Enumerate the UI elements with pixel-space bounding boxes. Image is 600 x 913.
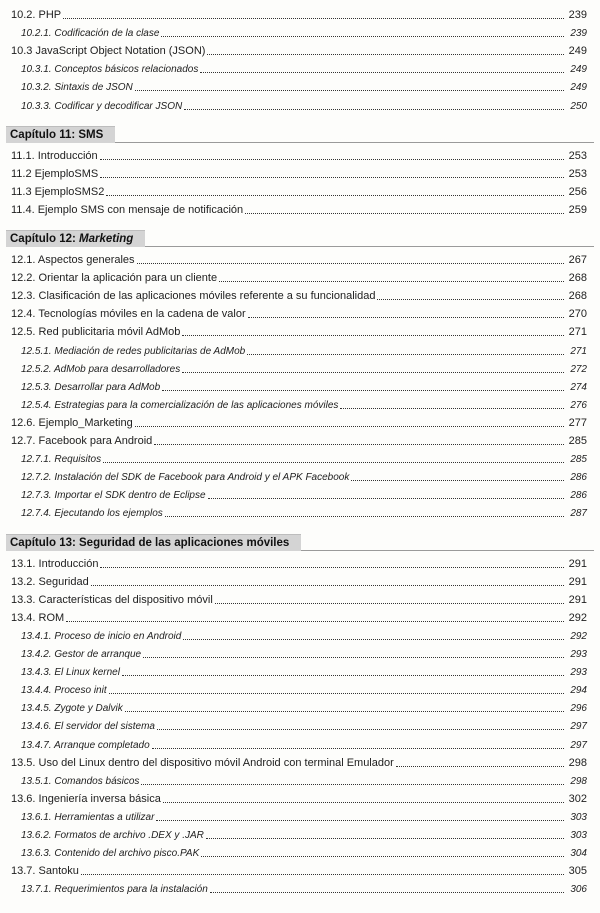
entry-number: 12.4.: [11, 308, 36, 321]
entry-text: [21, 703, 124, 715]
dot-leader: [182, 372, 564, 373]
entry-text: [21, 685, 108, 697]
toc-entry: [11, 571, 587, 589]
entry-page: 297: [570, 739, 587, 751]
entry-page: 285: [568, 435, 587, 447]
entry-number: 13.5.1.: [21, 775, 52, 787]
entry-title: Facebook para Android: [38, 435, 153, 447]
entry-text: [21, 667, 121, 679]
toc-entry: [21, 679, 587, 697]
toc-entry: [21, 58, 587, 76]
dot-leader: [125, 711, 564, 712]
entry-title: Santoku: [38, 865, 79, 878]
dot-leader: [215, 603, 564, 604]
entry-number: 13.4.6.: [21, 721, 52, 733]
entry-number: 12.7.1.: [21, 454, 52, 466]
entry-number: 13.4.2.: [21, 649, 52, 660]
toc-entry: [21, 22, 587, 40]
entry-page: 271: [570, 345, 587, 357]
entry-title: Proceso init: [54, 685, 107, 697]
entry-text: [11, 793, 162, 806]
toc-entry: [11, 303, 587, 321]
dot-leader: [182, 335, 564, 336]
entry-text: [11, 326, 181, 339]
dot-leader: [340, 408, 564, 409]
entry-number: 10.2.: [11, 9, 36, 21]
toc-entry: [21, 358, 587, 376]
entry-number: 11.1.: [11, 149, 35, 162]
toc-entry: [11, 321, 587, 339]
dot-leader: [208, 498, 564, 499]
dot-leader: [200, 72, 564, 73]
entry-text: [21, 400, 339, 412]
entry-page: 286: [570, 490, 587, 502]
entry-page: 249: [568, 45, 587, 58]
entry-page: 294: [570, 685, 587, 697]
entry-title: Codificación de la clase: [54, 28, 160, 40]
chapter-title: Marketing: [79, 233, 134, 245]
entry-number: 10.3.3.: [21, 100, 52, 112]
chapter-title: SMS: [78, 128, 104, 141]
dot-leader: [66, 621, 564, 622]
entry-number: 12.7.2.: [21, 472, 52, 484]
toc-entry: [21, 842, 587, 860]
entry-number: 11.2: [11, 167, 32, 180]
entry-title: Introducción: [37, 149, 98, 162]
dot-leader: [207, 54, 564, 55]
dot-leader: [165, 516, 564, 517]
entry-text: [11, 186, 105, 199]
entry-page: 249: [570, 64, 587, 76]
entry-page: 253: [568, 149, 587, 162]
entry-number: 13.6.1.: [21, 811, 52, 823]
toc-entry: [11, 163, 587, 181]
entry-title: Ejecutando los ejemplos: [54, 508, 163, 520]
entry-number: 10.3.1.: [21, 64, 52, 76]
entry-title: Introducción: [38, 557, 99, 570]
entry-number: 12.5.4.: [21, 399, 52, 411]
entry-title: Desarrollar para AdMob: [54, 381, 161, 393]
entry-title: Ingeniería inversa básica: [38, 792, 161, 805]
entry-page: 305: [568, 865, 587, 878]
entry-text: [11, 168, 99, 181]
dot-leader: [100, 159, 564, 160]
entry-page: 287: [570, 508, 587, 520]
entry-number: 13.3.: [11, 593, 36, 606]
entry-page: 239: [570, 28, 587, 40]
dot-leader: [156, 820, 564, 821]
entry-number: 12.7.: [11, 435, 36, 447]
entry-page: 298: [570, 775, 587, 787]
entry-text: [11, 272, 218, 285]
entry-title: Formatos de archivo .DEX y .JAR: [54, 830, 204, 841]
entry-text: [21, 82, 134, 94]
entry-text: [11, 435, 153, 448]
toc-entry: [21, 770, 587, 788]
toc-entry: [11, 607, 587, 625]
dot-leader: [219, 281, 564, 282]
entry-title: Comandos básicos: [54, 775, 140, 787]
entry-page: 296: [570, 703, 587, 715]
entry-title: Seguridad: [38, 575, 89, 588]
entry-page: 276: [570, 399, 587, 411]
entry-number: 12.7.4.: [21, 508, 52, 520]
entry-page: 302: [568, 792, 587, 805]
toc-entry: [11, 40, 587, 58]
entry-text: [21, 631, 182, 643]
chapter-heading: [6, 230, 145, 247]
entry-number: 12.1.: [11, 254, 36, 266]
entry-text: [21, 776, 140, 788]
entry-title: El servidor del sistema: [54, 721, 155, 733]
toc-entry: [21, 76, 587, 94]
entry-text: [11, 308, 247, 321]
entry-title: Gestor de arranque: [54, 649, 142, 660]
entry-text: [21, 812, 155, 824]
toc-entry: [11, 553, 587, 571]
dot-leader: [141, 784, 564, 785]
dot-leader: [63, 18, 564, 19]
entry-text: [21, 649, 142, 661]
dot-leader: [247, 354, 564, 355]
entry-text: [21, 28, 160, 40]
entry-title: Uso del Linux dentro del dispositivo móvil Android con terminal Emulador: [38, 756, 394, 769]
dot-leader: [206, 838, 564, 839]
entry-text: [21, 830, 205, 842]
entry-page: 298: [568, 756, 587, 769]
entry-page: 277: [568, 416, 587, 429]
entry-title: Proceso de inicio en Android: [54, 630, 182, 642]
toc-entry: [11, 589, 587, 607]
entry-text: [21, 848, 200, 860]
entry-page: 239: [568, 9, 587, 21]
entry-page: 297: [570, 721, 587, 733]
dot-leader: [351, 480, 564, 481]
dot-leader: [100, 567, 564, 568]
chapter-heading: [6, 126, 115, 143]
entry-number: 13.4.3.: [21, 667, 52, 679]
toc-entry: [11, 249, 587, 267]
entry-text: [21, 364, 181, 376]
toc-entry: [21, 340, 587, 358]
entry-title: Conceptos básicos relacionados: [54, 64, 199, 76]
entry-text: [11, 612, 65, 625]
entry-number: 13.6.3.: [21, 848, 52, 860]
dot-leader: [248, 317, 564, 318]
entry-page: 291: [568, 557, 587, 570]
entry-page: 291: [568, 593, 587, 606]
dot-leader: [135, 90, 564, 91]
entry-page: 268: [568, 290, 587, 303]
entry-number: 12.7.3.: [21, 490, 52, 502]
dot-leader: [81, 874, 564, 875]
entry-title: Estrategias para la comercialización de las aplicaciones móviles: [54, 399, 339, 411]
dot-leader: [106, 195, 564, 196]
entry-number: 13.6.: [11, 792, 36, 805]
toc-entry: [11, 860, 587, 878]
toc-entry: [11, 4, 587, 22]
entry-number: 13.5.: [11, 756, 36, 769]
toc-entry: [21, 376, 587, 394]
entry-number: 12.3.: [11, 290, 36, 303]
entry-page: 259: [568, 203, 587, 216]
dot-leader: [91, 585, 564, 586]
entry-number: 12.5.: [11, 326, 36, 339]
entry-page: 292: [568, 611, 587, 624]
toc-entry: [21, 625, 587, 643]
entry-page: 253: [568, 167, 587, 180]
toc-entry: [11, 267, 587, 285]
entry-page: 268: [568, 272, 587, 285]
entry-page: 270: [568, 308, 587, 321]
entry-title: JavaScript Object Notation (JSON): [35, 45, 206, 58]
dot-leader: [100, 177, 564, 178]
entry-text: [11, 594, 214, 607]
toc-entry: [21, 95, 587, 113]
entry-page: 303: [570, 811, 587, 823]
entry-number: 13.4.5.: [21, 703, 52, 715]
entry-title: Requerimientos para la instalación: [54, 884, 208, 896]
dot-leader: [143, 657, 564, 658]
chapter-label: Capítulo 11:: [10, 128, 76, 141]
chapter-label: Capítulo 13:: [10, 536, 76, 549]
toc-entry: [21, 715, 587, 733]
entry-page: 256: [568, 185, 587, 198]
entry-text: [11, 9, 62, 22]
toc-entry: [21, 502, 587, 520]
entry-number: 13.6.2.: [21, 830, 52, 841]
entry-text: [21, 721, 156, 733]
dot-leader: [162, 390, 564, 391]
entry-text: [21, 64, 199, 76]
entry-page: 285: [570, 454, 587, 466]
entry-number: 12.5.2.: [21, 363, 52, 375]
entry-title: Requisitos: [54, 454, 102, 466]
entry-number: 12.2.: [11, 272, 36, 285]
toc-entry: [21, 394, 587, 412]
entry-page: 303: [570, 830, 587, 841]
entry-title: Sintaxis de JSON: [54, 82, 133, 94]
toc-entry: [11, 285, 587, 303]
toc-entry: [21, 734, 587, 752]
dot-leader: [183, 639, 564, 640]
entry-title: El Linux kernel: [54, 667, 120, 679]
entry-page: 249: [570, 82, 587, 94]
entry-title: Tecnologías móviles en la cadena de valor: [38, 308, 246, 321]
entry-title: Mediación de redes publicitarias de AdMob: [54, 345, 246, 357]
toc-entry: [11, 788, 587, 806]
toc-entry: [11, 412, 587, 430]
entry-title: Importar el SDK dentro de Eclipse: [54, 490, 206, 502]
entry-text: [11, 417, 134, 430]
entry-text: [21, 490, 207, 502]
dot-leader: [245, 213, 564, 214]
entry-text: [21, 884, 209, 896]
entry-title: Herramientas a utilizar: [54, 811, 155, 823]
entry-title: Características del dispositivo móvil: [38, 593, 213, 606]
entry-title: Ejemplo_Marketing: [38, 416, 133, 429]
entry-title: PHP: [38, 9, 62, 21]
entry-page: 304: [570, 848, 587, 860]
entry-text: [21, 382, 161, 394]
entry-text: [21, 740, 151, 752]
entry-number: 13.7.: [11, 865, 36, 878]
entry-text: [21, 472, 350, 484]
entry-page: 291: [568, 575, 587, 588]
toc-entry: [21, 806, 587, 824]
entry-title: Aspectos generales: [37, 254, 135, 266]
entry-title: AdMob para desarrolladores: [54, 363, 181, 375]
toc-entry: [21, 878, 587, 896]
dot-leader: [201, 856, 564, 857]
entry-number: 13.7.1.: [21, 884, 52, 896]
toc-entry: [21, 466, 587, 484]
entry-number: 13.1.: [11, 557, 36, 570]
entry-text: [21, 454, 102, 466]
dot-leader: [103, 462, 564, 463]
chapter-heading: [6, 534, 301, 551]
toc-entry: [21, 824, 587, 842]
entry-page: 272: [570, 363, 587, 375]
dot-leader: [109, 693, 564, 694]
toc-entry: [11, 752, 587, 770]
dot-leader: [163, 802, 564, 803]
entry-title: Codificar y decodificar JSON: [54, 100, 183, 112]
entry-number: 13.2.: [11, 575, 36, 588]
toc-entry: [21, 643, 587, 661]
toc-entry: [21, 448, 587, 466]
entry-title: Red publicitaria móvil AdMob: [38, 326, 181, 339]
dot-leader: [161, 36, 564, 37]
entry-text: [11, 576, 90, 589]
entry-number: 12.5.3.: [21, 381, 52, 393]
entry-number: 13.4.4.: [21, 685, 52, 697]
entry-number: 12.5.1.: [21, 345, 52, 357]
entry-text: [21, 346, 246, 358]
dot-leader: [210, 892, 564, 893]
dot-leader: [135, 426, 564, 427]
toc-entry: [11, 145, 587, 163]
entry-text: [11, 150, 99, 163]
entry-title: Orientar la aplicación para un cliente: [38, 272, 218, 285]
entry-number: 10.3: [11, 45, 33, 58]
entry-title: ROM: [38, 611, 65, 624]
entry-text: [11, 558, 99, 571]
chapter-title: Seguridad de las aplicaciones móviles: [79, 536, 290, 549]
dot-leader: [377, 299, 564, 300]
dot-leader: [122, 675, 564, 676]
entry-title: Ejemplo SMS con mensaje de notificación: [37, 203, 244, 216]
dot-leader: [396, 766, 564, 767]
entry-text: [11, 865, 80, 878]
entry-title: Clasificación de las aplicaciones móviles referente a su funcionalidad: [38, 290, 376, 303]
entry-page: 271: [568, 326, 587, 339]
entry-page: 274: [570, 381, 587, 393]
entry-page: 286: [570, 472, 587, 484]
entry-title: EjemploSMS2: [34, 185, 105, 198]
entry-text: [11, 45, 206, 58]
dot-leader: [137, 263, 564, 264]
entry-number: 13.4.: [11, 611, 36, 624]
entry-title: EjemploSMS: [34, 167, 99, 180]
toc-entry: [21, 484, 587, 502]
entry-page: 267: [568, 254, 587, 266]
entry-page: 292: [570, 630, 587, 642]
entry-page: 306: [570, 884, 587, 896]
entry-title: Contenido del archivo pisco.PAK: [54, 848, 200, 860]
dot-leader: [154, 444, 564, 445]
toc-entry: [21, 661, 587, 679]
toc-entry: [11, 430, 587, 448]
entry-title: Zygote y Dalvik: [54, 703, 123, 715]
entry-text: [21, 101, 183, 113]
toc-entry: [11, 199, 587, 217]
entry-number: 10.3.2.: [21, 82, 52, 94]
entry-title: Instalación del SDK de Facebook para Android y el APK Facebook: [54, 472, 350, 484]
entry-number: 13.4.1.: [21, 630, 52, 642]
toc-entry: [11, 181, 587, 199]
entry-page: 293: [570, 649, 587, 660]
entry-text: [11, 254, 136, 267]
entry-page: 293: [570, 667, 587, 679]
toc-entry: [21, 697, 587, 715]
entry-title: Arranque completado: [54, 739, 150, 751]
entry-number: 13.4.7.: [21, 739, 52, 751]
dot-leader: [157, 729, 564, 730]
entry-text: [21, 508, 164, 520]
chapter-label: Capítulo 12:: [10, 233, 76, 245]
dot-leader: [152, 748, 564, 749]
dot-leader: [184, 109, 564, 110]
entry-number: 11.3: [11, 185, 32, 198]
entry-number: 11.4.: [11, 203, 35, 216]
entry-page: 250: [570, 100, 587, 112]
entry-number: 10.2.1.: [21, 28, 52, 40]
entry-text: [11, 290, 376, 303]
entry-text: [11, 757, 395, 770]
entry-text: [11, 204, 244, 217]
entry-number: 12.6.: [11, 416, 36, 429]
